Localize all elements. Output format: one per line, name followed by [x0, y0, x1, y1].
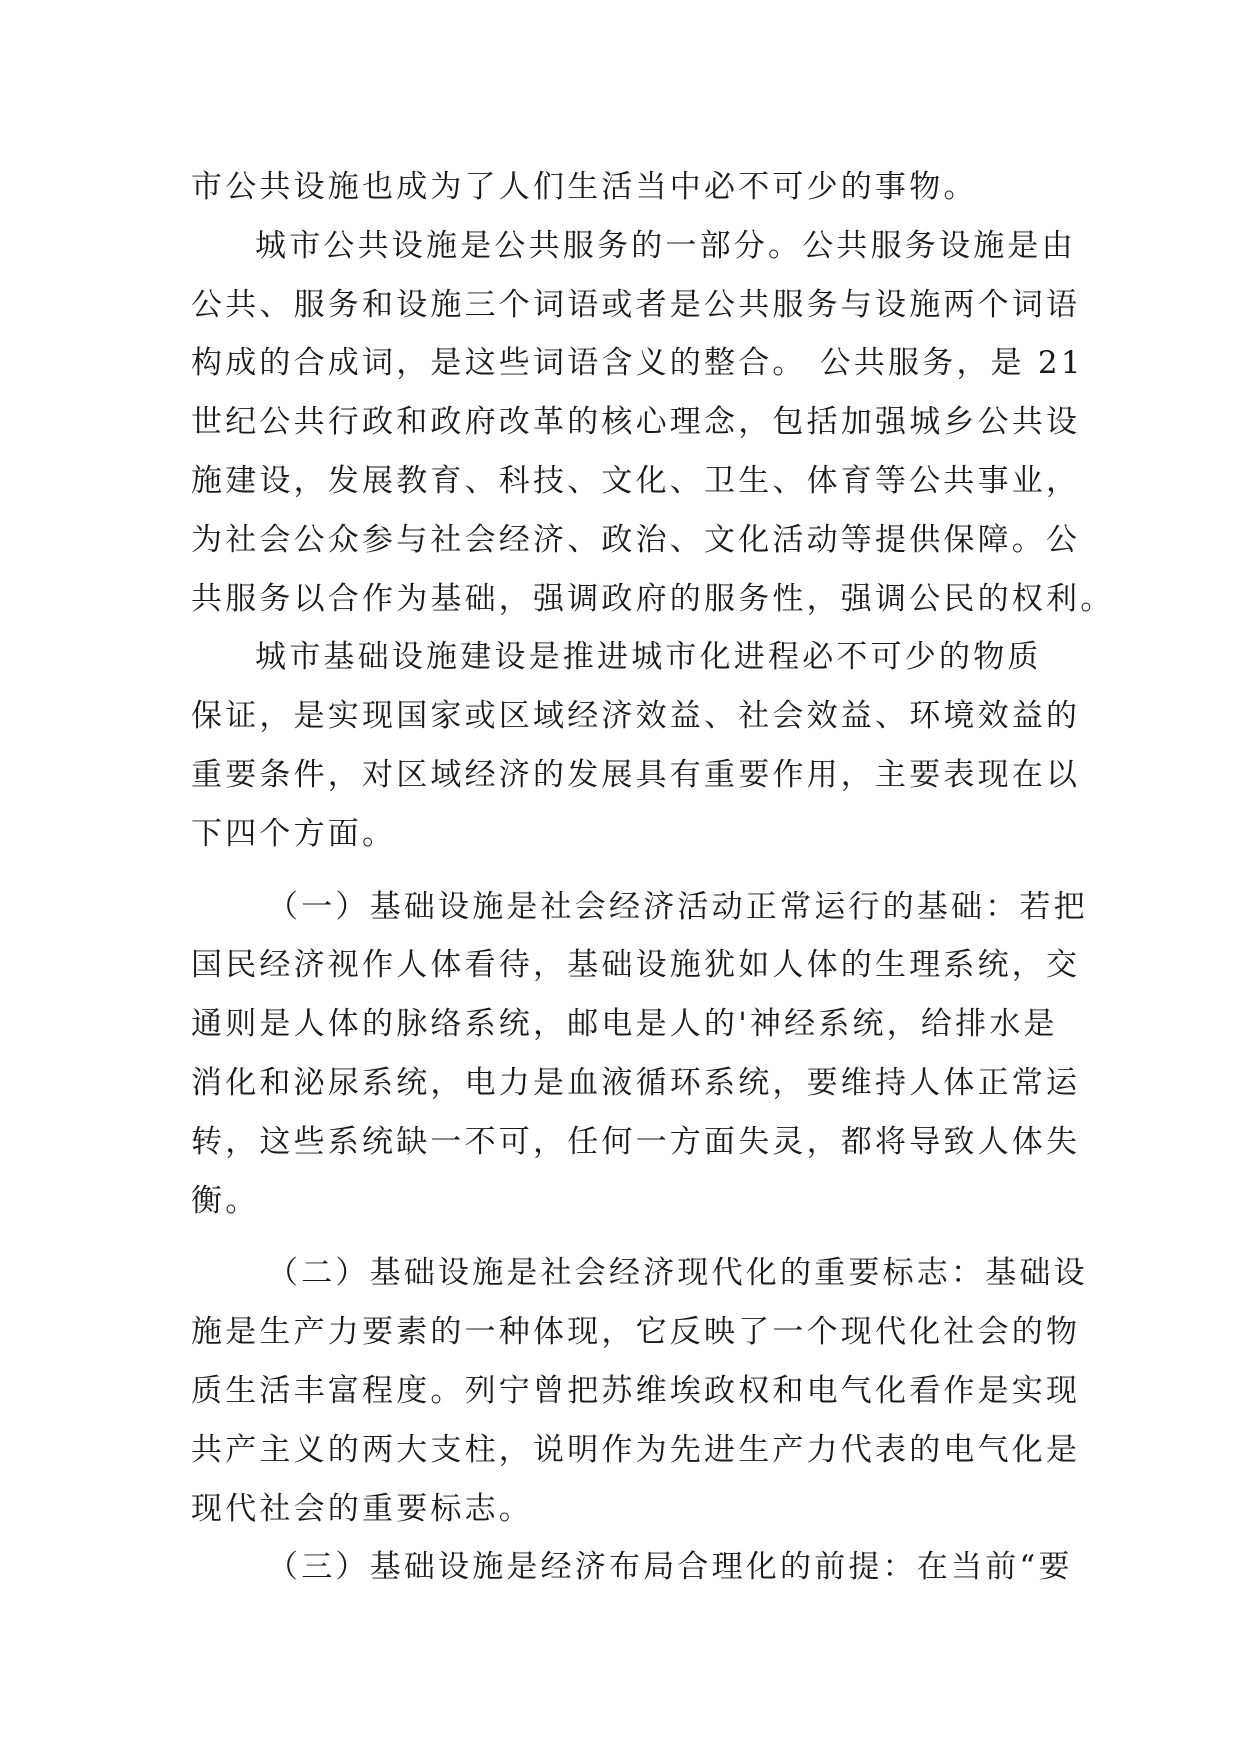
- document-body: [191, 158, 1115, 1597]
- paragraph-gap: [191, 864, 1053, 878]
- text-line: 施建设，发展教育、科技、文化、卫生、体育等公共事业，: [191, 462, 1081, 499]
- text-line: 施是生产力要素的一种体现，它反映了一个现代化社会的物: [191, 1314, 1081, 1351]
- text-line: 保证，是实现国家或区域经济效益、社会效益、环境效益的: [191, 698, 1081, 735]
- text-line: 消化和泌尿系统，电力是血液循环系统，要维持人体正常运: [191, 1064, 1081, 1101]
- section-heading-line: （二）基础设施是社会经济现代化的重要标志：基础设: [267, 1255, 1088, 1292]
- text-line: 现代社会的重要标志。: [191, 1490, 533, 1527]
- paragraph-start-line: 城市基础设施建设是推进城市化进程必不可少的物质: [255, 639, 1042, 676]
- text-line: 下四个方面。: [191, 815, 397, 852]
- text-line: 国民经济视作人体看待，基础设施犹如人体的生理系统，交: [191, 947, 1081, 984]
- text-line: 重要条件，对区域经济的发展具有重要作用，主要表现在以: [191, 756, 1081, 793]
- paragraph-start-line: 城市公共设施是公共服务的一部分。公共服务设施是由: [255, 227, 1076, 264]
- text-line: 公共、服务和设施三个词语或者是公共服务与设施两个词语: [191, 286, 1081, 323]
- text-line: 世纪公共行政和政府改革的核心理念，包括加强城乡公共设: [191, 404, 1081, 441]
- text-line: 转，这些系统缺一不可，任何一方面失灵，都将导致人体失: [191, 1123, 1081, 1160]
- text-line: 为社会公众参与社会经济、政治、文化活动等提供保障。公: [191, 521, 1081, 558]
- section-heading-line: （三）基础设施是经济布局合理化的前提：在当前“要: [267, 1549, 1073, 1586]
- text-line: 共产主义的两大支柱，说明作为先进生产力代表的电气化是: [191, 1431, 1081, 1468]
- text-line: 市公共设施也成为了人们生活当中必不可少的事物。: [191, 169, 978, 205]
- text-line: 通则是人体的脉络系统，邮电是人的'神经系统，给排水是: [191, 1006, 1058, 1043]
- text-line: 衡。: [191, 1182, 260, 1219]
- paragraph-gap: [191, 1230, 1053, 1244]
- text-line: 共服务以合作为基础，强调政府的服务性，强调公民的权利。: [191, 580, 1115, 617]
- text-line: 质生活丰富程度。列宁曾把苏维埃政权和电气化看作是实现: [191, 1372, 1081, 1409]
- section-heading-line: （一）基础设施是社会经济活动正常运行的基础：若把: [267, 888, 1088, 925]
- text-line: 构成的合成词，是这些词语含义的整合。 公共服务，是 21: [191, 345, 1084, 382]
